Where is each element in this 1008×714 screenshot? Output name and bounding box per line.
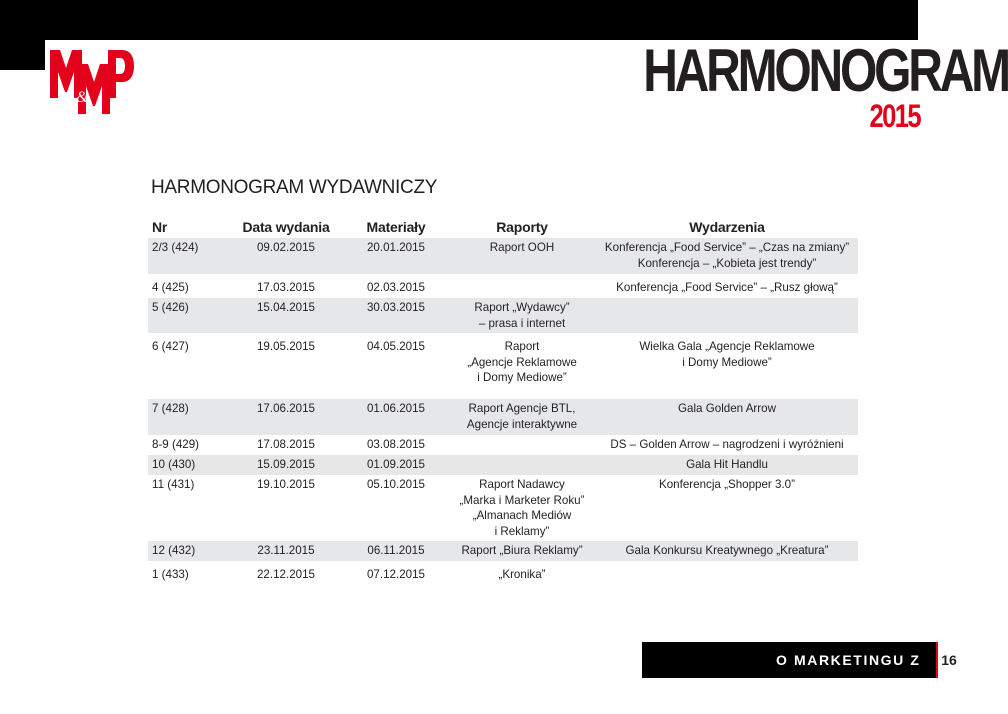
cell-reports: Raport Agencje BTL, Agencje interaktywne — [448, 399, 596, 435]
cell-date: 19.10.2015 — [256, 478, 316, 491]
cell-reports — [448, 435, 596, 455]
header-date: Data wydania — [242, 219, 330, 235]
cell-reports — [448, 278, 596, 298]
cell-reports: Raport OOH — [448, 238, 596, 274]
cell-date: 22.12.2015 — [256, 568, 316, 581]
cell-events: Konferencja „Food Service” – „Czas na zmiany” Konferencja – „Kobieta jest trendy” — [596, 238, 858, 274]
header-reports: Raporty — [496, 219, 548, 235]
cell-materials: 07.12.2015 — [366, 568, 426, 581]
cell-materials: 03.08.2015 — [366, 438, 426, 451]
cell-events: Konferencja „Shopper 3.0” — [659, 478, 795, 491]
cell-events: Gala Golden Arrow — [596, 399, 858, 435]
schedule-table — [148, 216, 858, 585]
cell-date: 19.05.2015 — [256, 340, 316, 353]
cell-date: 15.09.2015 — [228, 455, 344, 475]
cell-materials: 06.11.2015 — [344, 541, 448, 561]
table-row — [148, 435, 858, 455]
title-year: 2015 — [869, 98, 920, 134]
cell-materials: 01.06.2015 — [344, 399, 448, 435]
cell-events: Konferencja „Food Service” – „Rusz głową” — [616, 281, 838, 294]
table-row — [148, 238, 858, 274]
table-row — [148, 455, 858, 475]
table-header-row — [148, 216, 858, 238]
section-title: HARMONOGRAM WYDAWNICZY — [151, 177, 438, 198]
cell-materials: 05.10.2015 — [366, 478, 426, 491]
cell-reports: Raport Nadawcy „Marka i Marketer Roku” „Almanach Mediów i Reklamy” — [459, 478, 585, 538]
table-row — [148, 298, 858, 333]
page-number: 16 — [936, 642, 960, 678]
cell-reports: „Kronika” — [498, 568, 546, 581]
top-black-bar — [0, 0, 918, 40]
cell-nr: 5 (426) — [148, 298, 228, 333]
cell-nr: 12 (432) — [148, 541, 228, 561]
table-row — [148, 541, 858, 561]
table-row — [148, 565, 858, 585]
table-row — [148, 475, 858, 541]
cell-date: 09.02.2015 — [228, 238, 344, 274]
svg-text:&: & — [76, 89, 89, 106]
footer-slogan: O MARKETINGU Z PASJĄ — [776, 652, 921, 704]
table-row — [148, 337, 858, 395]
header-nr: Nr — [152, 219, 168, 235]
cell-date: 17.06.2015 — [228, 399, 344, 435]
cell-materials: 30.03.2015 — [344, 298, 448, 333]
table-row — [148, 399, 858, 435]
cell-date: 15.04.2015 — [228, 298, 344, 333]
cell-nr: 2/3 (424) — [148, 238, 228, 274]
cell-events — [596, 565, 858, 585]
cell-nr: 11 (431) — [152, 478, 195, 491]
cell-materials: 04.05.2015 — [366, 340, 426, 353]
cell-nr: 6 (427) — [152, 340, 189, 353]
mmp-logo — [50, 44, 134, 114]
cell-nr: 8-9 (429) — [152, 438, 200, 451]
table-row — [148, 278, 858, 298]
cell-events: Gala Konkursu Kreatywnego „Kreatura” — [596, 541, 858, 561]
cell-events: DS – Golden Arrow – nagrodzeni i wyróżnieni — [610, 438, 844, 451]
cell-materials: 01.09.2015 — [344, 455, 448, 475]
cell-nr: 4 (425) — [152, 281, 189, 294]
cell-date: 17.08.2015 — [256, 438, 316, 451]
cell-reports: Raport „Wydawcy” – prasa i internet — [448, 298, 596, 333]
cell-events: Gala Hit Handlu — [596, 455, 858, 475]
cell-nr: 10 (430) — [148, 455, 228, 475]
header-materials: Materiały — [366, 219, 426, 235]
cell-materials: 20.01.2015 — [344, 238, 448, 274]
page-title: HARMONOGRAM — [643, 37, 1008, 104]
cell-reports — [448, 455, 596, 475]
cell-materials: 02.03.2015 — [366, 281, 426, 294]
cell-nr: 7 (428) — [148, 399, 228, 435]
cell-nr: 1 (433) — [152, 568, 189, 581]
cell-reports: Raport „Biura Reklamy” — [448, 541, 596, 561]
cell-reports: Raport „Agencje Reklamowe i Domy Mediowe” — [467, 340, 577, 384]
cell-date: 23.11.2015 — [228, 541, 344, 561]
cell-events: Wielka Gala „Agencje Reklamowe i Domy Mediowe” — [639, 340, 815, 369]
cell-date: 17.03.2015 — [256, 281, 316, 294]
cell-events — [596, 298, 858, 333]
header-events: Wydarzenia — [689, 219, 765, 235]
top-left-black-block — [0, 0, 45, 70]
